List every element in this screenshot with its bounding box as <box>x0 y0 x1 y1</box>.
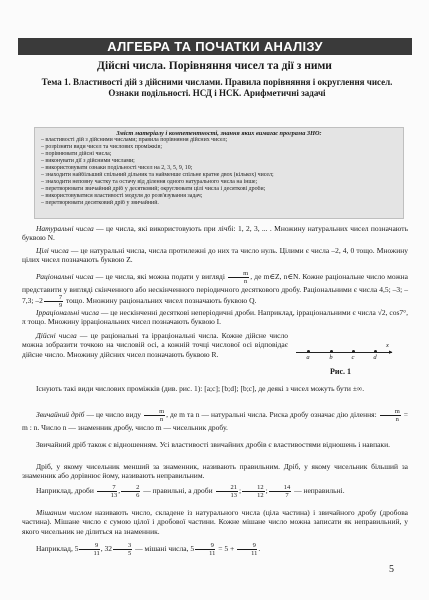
figure-caption: Рис. 1 <box>330 367 352 376</box>
term-real: Дійсні числа <box>36 331 77 340</box>
fraction <box>380 408 401 423</box>
term-irrational: Ірраціональні числа <box>36 308 99 317</box>
paragraph-real <box>22 331 288 359</box>
chapter-header: АЛГЕБРА ТА ПОЧАТКИ АНАЛІЗУ <box>18 38 412 55</box>
paragraph-text: називають число, складене із натурального числа (ціла частина) і звичайного дробу (дробова частина). Мішане число є сумою цілої і дробової частини. Кожне мішане число можна записати як неправильний, у якого чисельник не ділиться на знаменник. <box>22 508 408 536</box>
fraction-numerator: m <box>228 270 249 278</box>
paragraph-fraction <box>22 408 408 432</box>
paragraph-text: — неправильні. <box>292 486 345 496</box>
topic-line-1: Тема 1. Властивості дій з дійсними числами. Правила порівняння і округлення чисел. <box>41 77 393 87</box>
curriculum-box <box>34 127 404 219</box>
fraction <box>144 408 165 423</box>
paragraph-text: = 5 + <box>216 544 237 554</box>
curriculum-item: – перетворювати десятковий дріб у звичайний. <box>35 200 403 207</box>
fraction-denominator: n <box>395 416 399 423</box>
paragraph-text: — мішані числа, 5 <box>133 544 195 554</box>
fraction-denominator: 7 <box>285 492 289 499</box>
paragraph-text: — це нескінченні десяткові неперіодичні дроби. Наприклад, ірраціональними є числа √2, cos7°, π тощо. Множину ірраціональних чисел позначають буквою I. <box>22 308 408 327</box>
point-label: d <box>373 354 377 361</box>
topic-line-2: Ознаки подільності. НСД і НСК. Арифметичні задачі <box>108 88 326 98</box>
fraction-numerator: 12 <box>242 484 265 492</box>
paragraph-text: — це раціональні та ірраціональні числа. Кожне дійсне число можна зобразити точкою на числовій осі, а кожній точці числової осі відповідає дійсне число. Множину дійсних чисел позначають буквою R. <box>22 331 288 359</box>
fraction-denominator: 13 <box>110 492 118 499</box>
fraction-numerator: 9 <box>79 542 99 550</box>
fraction <box>113 542 132 557</box>
paragraph-rational <box>22 270 408 309</box>
fraction-denominator: 11 <box>209 550 216 557</box>
curriculum-item: – використовуватися властивості модуля до розв'язування задач; <box>35 193 403 200</box>
paragraph-text: — правильні, а дроби <box>141 486 215 496</box>
fraction-denominator: 6 <box>136 492 140 499</box>
fraction-denominator: 11 <box>93 550 100 557</box>
curriculum-item: – порівнювати дійсні числа; <box>35 151 403 158</box>
fraction-denominator: 9 <box>58 302 63 310</box>
curriculum-item: – розрізняти види чисел та числових проміжків; <box>35 144 403 151</box>
term-mixed: Мішаним числом <box>36 508 92 517</box>
curriculum-item: – використовувати ознаки подільності чисел на 2, 3, 5, 9, 10; <box>35 165 403 172</box>
fraction <box>216 484 239 499</box>
point-label: b <box>329 354 333 361</box>
paragraph-text: — це числа, які можна подати у вигляді <box>93 272 228 282</box>
paragraph-text: . <box>258 544 261 554</box>
axis-label: x <box>386 342 389 349</box>
paragraph-examples: Наприклад, дроби $\frac{7}{13}$ , $\frac{2}{6}$ — правильні, а дроби $\frac{21}{13}$ ; $\frac{12}{12}$ ; $\frac{14}{7}$ — неправильні. <box>36 484 345 499</box>
paragraph-integers <box>22 246 408 265</box>
curriculum-item: – властивості дій з дійсними числами; правила порівняння дійсних чисел; <box>35 137 403 144</box>
term-fraction: Звичайний дріб <box>36 410 85 420</box>
fraction-numerator: 2 <box>121 484 140 492</box>
fraction <box>195 542 215 557</box>
fraction-numerator: 14 <box>269 484 292 492</box>
fraction-numerator: 9 <box>237 542 257 550</box>
fraction-numerator: 7 <box>44 294 63 302</box>
fraction <box>242 484 265 499</box>
paragraph-intervals: Існують такі види числових проміжків (див. рис. 1): [a;c]; [b;d]; [b;c], де деякі з чисел можуть бути ±∞. <box>36 384 365 393</box>
point-marker <box>330 350 333 353</box>
paragraph-text: , де m та n — натуральні числа. Риска дробу означає дію ділення: <box>166 410 379 420</box>
fraction-numerator: 9 <box>195 542 215 550</box>
number-line-figure <box>296 342 396 381</box>
fraction-numerator: m <box>380 408 401 416</box>
section-title: Дійсні числа. Порівняння чисел та дії з ними <box>97 60 332 72</box>
paragraph-mixed <box>22 508 408 536</box>
fraction <box>79 542 99 557</box>
fraction <box>97 484 118 499</box>
curriculum-item: – перетворювати звичайний дріб у десятковий; округлювати цілі числа і десяткові дроби; <box>35 186 403 193</box>
fraction-numerator: m <box>144 408 165 416</box>
fraction-denominator: n <box>244 278 248 285</box>
fraction-numerator: 7 <box>97 484 118 492</box>
term-natural: Натуральні числа <box>36 224 94 233</box>
paragraph-natural <box>22 224 408 243</box>
fraction <box>237 542 257 557</box>
number-axis <box>296 352 392 353</box>
paragraph-irrational <box>22 308 408 327</box>
fraction-denominator: 13 <box>230 492 237 499</box>
paragraph-relation: Звичайний дріб також є відношенням. Усі властивості звичайних дробів є властивостями відношень і навпаки. <box>36 440 390 449</box>
paragraph-text: Наприклад, дроби <box>36 486 96 496</box>
paragraph-text: Наприклад, 5 <box>36 544 79 554</box>
fraction-denominator: n <box>159 416 164 423</box>
fraction <box>228 270 249 285</box>
fraction <box>121 484 140 499</box>
point-marker <box>307 350 310 353</box>
curriculum-item: – знаходити неповну частку та остачу від ділення одного натурального числа на інше; <box>35 179 403 186</box>
fraction-numerator: 21 <box>216 484 239 492</box>
term-integers: Цілі числа <box>36 246 69 255</box>
paragraph-text: , де m∈Z, n∈N. Кожне раціональне число можна представити у вигляді скінченного або нескінченного періодичного десяткового дробу. Раціональними є числа 4,5; –3; –7,3; –2 <box>22 272 409 306</box>
fraction-denominator: 5 <box>127 550 132 557</box>
fraction-denominator: 11 <box>251 550 258 557</box>
axis-arrow-icon: ▸ <box>389 348 393 356</box>
page-number: 5 <box>389 564 394 575</box>
paragraph-text: , 32 <box>100 544 112 554</box>
point-marker <box>352 350 355 353</box>
curriculum-item: – знаходити найбільший спільний дільник та найменше спільне кратне двох (кількох) чисел; <box>35 172 403 179</box>
curriculum-box-title: Зміст матеріалу і компетентності, знання яких вимагає програма ЗНО: <box>116 130 322 137</box>
paragraph-text: — це число виду <box>84 410 144 420</box>
paragraph-text: = m : n. Число n — знаменник дробу, число m — чисельник дробу. <box>22 410 408 432</box>
fraction-numerator: 3 <box>113 542 132 550</box>
point-label: a <box>306 354 310 361</box>
fraction-denominator: 12 <box>257 492 264 499</box>
paragraph-text: — це числа, які використовують при лічбі: 1, 2, 3, ... . Множину натуральних чисел позначають буквою N. <box>22 224 408 243</box>
curriculum-item: – виконувати дії з дійсними числами; <box>35 158 403 165</box>
fraction <box>269 484 292 499</box>
paragraph-mixed-examples <box>22 542 408 557</box>
paragraph-proper: Дріб, у якому чисельник менший за знаменник, називають правильним. Дріб, у якому чисельник більший за знаменник або дорівнює йому, називають неправильним. <box>22 462 408 481</box>
paragraph-text: тощо. Множину раціональних чисел позначають буквою Q. <box>64 296 257 306</box>
point-marker <box>374 350 377 353</box>
topic-title <box>22 77 412 99</box>
paragraph-text: — це натуральні числа, числа протилежні до них та число нуль. Цілими є числа –2, 4, 0 тощо. Множину цілих чисел позначають буквою Z. <box>22 246 408 265</box>
point-label: c <box>351 354 355 361</box>
term-rational: Раціональні числа <box>36 272 94 282</box>
